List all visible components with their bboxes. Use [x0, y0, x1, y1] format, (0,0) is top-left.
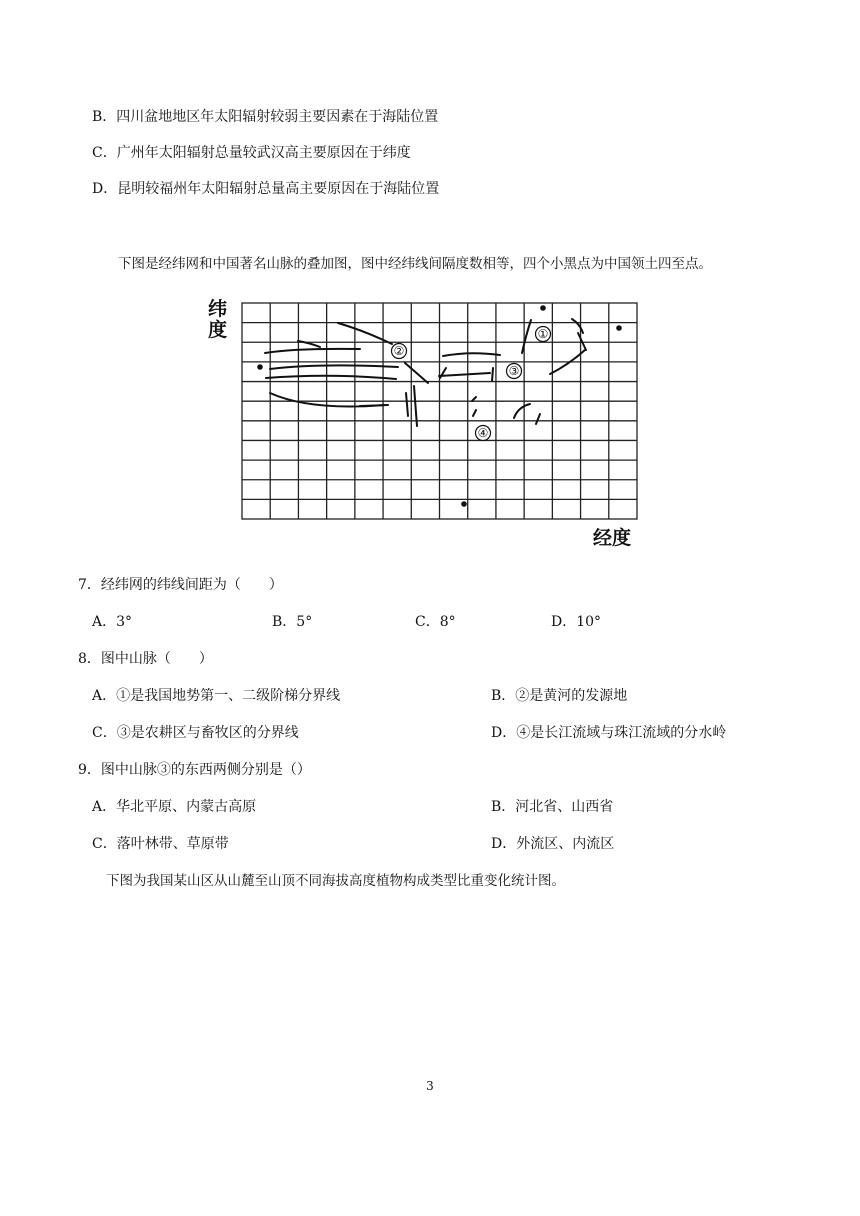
range-tick-mid — [492, 368, 493, 381]
point-east — [616, 325, 622, 331]
q7-option-a: A．3° — [92, 614, 133, 630]
range-hengduan-b — [414, 386, 417, 426]
q7-stem: 7．经纬网的纬线间距为（ ） — [78, 577, 283, 593]
chart-intro: 下图为我国某山区从山麓至山顶不同海拔高度植物构成类型比重变化统计图。 — [106, 873, 565, 889]
range-taihang-a — [522, 320, 531, 353]
q8-stem: 8．图中山脉（ ） — [78, 651, 213, 667]
option-c-prev: C．广州年太阳辐射总量较武汉高主要原因在于纬度 — [92, 145, 411, 161]
marker-1-label: ① — [537, 327, 549, 341]
range-changbai — [572, 319, 583, 333]
q9-option-c: C．落叶林带、草原带 — [92, 836, 229, 852]
range-qinling-b — [439, 373, 490, 376]
q9-option-d: D．外流区、内流区 — [491, 836, 615, 852]
range-hengduan-a — [406, 393, 408, 416]
range-north-arc — [338, 323, 392, 344]
q7-option-d: D．10° — [551, 614, 602, 630]
range-kunlun-b — [270, 393, 385, 407]
range-tianshan-a — [270, 365, 398, 369]
x-axis-label: 经度 — [593, 527, 632, 549]
q8-option-a: A．①是我国地势第一、二级阶梯分界线 — [92, 688, 341, 704]
range-qinling-west — [405, 363, 428, 383]
q7-option-c: C．8° — [415, 614, 456, 630]
marker-4-label: ④ — [477, 426, 489, 440]
marker-2 — [392, 344, 407, 359]
marker-4 — [476, 426, 491, 441]
figure-intro: 下图是经纬网和中国著名山脉的叠加图，图中经纬线间隔度数相等，四个小黑点为中国领土四至点。 — [118, 256, 712, 272]
option-d-prev: D．昆明较福州年太阳辐射总量高主要原因在于海陆位置 — [92, 181, 440, 197]
point-west — [257, 364, 263, 370]
range-nanling-tick — [536, 414, 540, 424]
range-east-link — [578, 333, 586, 350]
q9-option-a: A．华北平原、内蒙古高原 — [92, 799, 257, 815]
marker-3-label: ③ — [508, 364, 520, 378]
marker-3 — [507, 364, 522, 379]
q9-option-b: B．河北省、山西省 — [491, 799, 614, 815]
range-small-tick — [472, 397, 476, 401]
q8-option-b: B．②是黄河的发源地 — [491, 688, 628, 704]
graticule-mountain-figure — [200, 293, 650, 551]
q8-option-d: D．④是长江流域与珠江流域的分水岭 — [491, 725, 727, 741]
range-kunlun-a — [265, 349, 360, 353]
page-number: 3 — [426, 1079, 434, 1093]
range-kunlun-c — [360, 405, 388, 406]
range-qinling-a — [443, 353, 500, 356]
q8-option-c: C．③是农耕区与畜牧区的分界线 — [92, 725, 299, 741]
q7-option-b: B．5° — [272, 614, 313, 630]
point-south — [461, 501, 467, 507]
range-tianshan-b — [266, 376, 396, 379]
marker-1 — [536, 327, 551, 342]
y-axis-label-2: 度 — [208, 319, 228, 341]
graticule-grid — [242, 303, 637, 519]
range-wuyi-tick — [473, 410, 476, 416]
marker-2-label: ② — [393, 344, 405, 358]
point-north — [540, 305, 546, 311]
option-b-prev: B．四川盆地地区年太阳辐射较弱主要因素在于海陆位置 — [92, 109, 439, 125]
y-axis-label-1: 纬 — [208, 298, 228, 320]
range-nanling-arc — [514, 404, 530, 418]
q9-stem: 9．图中山脉③的东西两侧分别是（） — [78, 762, 311, 778]
